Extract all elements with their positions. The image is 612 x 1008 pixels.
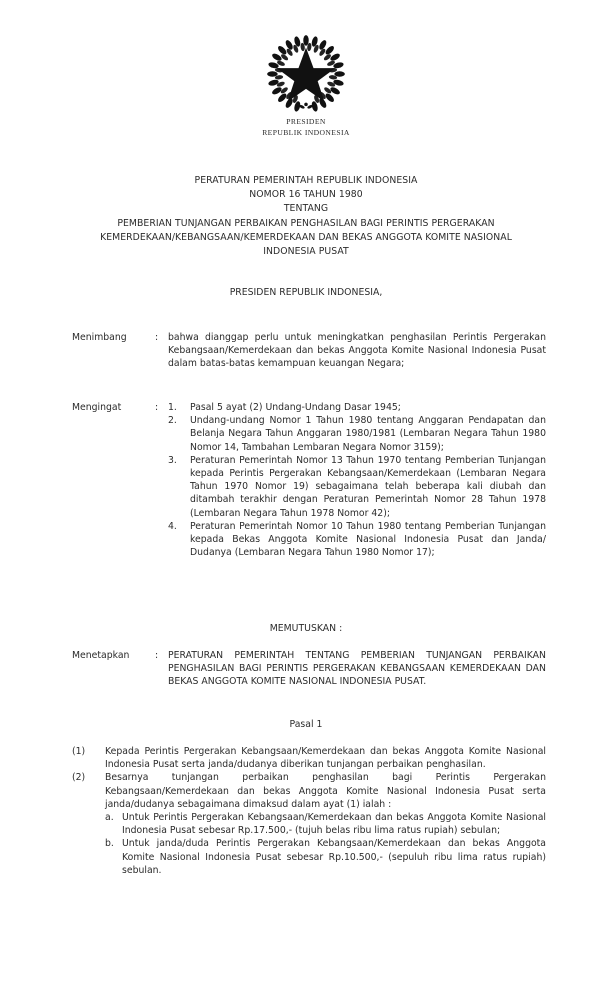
list-item <box>168 520 546 560</box>
pasal-item-marker: (1) <box>72 746 86 757</box>
mengingat-label: Mengingat <box>72 402 122 413</box>
pasal-item-text: Besarnya tunjangan perbaikan penghasilan bagi Perintis Pergerakan Kebangsaan/Kemerdekaan dan bekas Anggota Komite Nasional Indonesia Pusat serta janda/dudanya sebagaimana dimaksud dalam ayat (1) ialah : <box>105 772 546 810</box>
list-item <box>72 771 546 877</box>
mengingat-item-text: Pasal 5 ayat (2) Undang-Undang Dasar 1945; <box>190 402 401 413</box>
mengingat-list-wrapper <box>168 401 546 559</box>
title-line-2: NOMOR 16 TAHUN 1980 <box>249 189 363 201</box>
menimbang-colon: : <box>155 332 159 343</box>
menimbang-clause <box>72 331 546 371</box>
title-line-6: INDONESIA PUSAT <box>263 246 349 258</box>
pasal-1-body <box>72 745 546 877</box>
emblem-caption <box>0 117 612 138</box>
menetapkan-colon: : <box>155 650 159 661</box>
pasal-item-content <box>105 771 546 877</box>
presidential-emblem-block <box>0 34 612 138</box>
pasal-item-marker: (2) <box>72 772 86 784</box>
list-item <box>168 454 546 520</box>
menetapkan-text: PERATURAN PEMERINTAH TENTANG PEMBERIAN TUNJANGAN PERBAIKAN PENGHASILAN BAGI PERINTIS PERGERAKAN KEBANGSAAN KEMERDEKAAN DAN BEKAS ANGGOTA KOMITE NASIONAL INDONESIA PUSAT. <box>168 650 546 688</box>
list-item <box>72 745 546 771</box>
mengingat-list <box>168 401 546 559</box>
menimbang-label: Menimbang <box>72 332 127 343</box>
pasal-subitem-text: Untuk Perintis Pergerakan Kebangsaan/Kemerdekaan dan bekas Anggota Komite Nasional Indonesia Pusat sebesar Rp.17.500,- (tujuh belas ribu lima ratus rupiah) sebulan; <box>122 812 546 837</box>
indonesian-presidential-seal-star-wreath-icon <box>266 34 346 114</box>
list-item <box>105 837 546 877</box>
mengingat-item-text: Peraturan Pemerintah Nomor 13 Tahun 1970 tentang Pemberian Tunjangan kepada Perintis Pergerakan Kebangsaan/Kemerdekaan (Lembaran Negara Tahun 1970 Nomor 19) sebagaimana telah beberapa kali diubah dan ditambah terakhir dengan Peraturan Pemerintah Nomor 28 Tahun 1978 (Lembaran Negara Tahun 1978 Nomor 42); <box>190 454 546 519</box>
memutuskan-heading: MEMUTUSKAN : <box>269 623 343 634</box>
presiden-republik-indonesia-line: PRESIDEN REPUBLIK INDONESIA, <box>229 287 383 298</box>
menimbang-text: bahwa dianggap perlu untuk meningkatkan penghasilan Perintis Pergerakan Kebangsaan/Kemerdekaan dan bekas Anggota Komite Nasional Indonesia Pusat dalam batas-batas kemampuan keuangan Negara; <box>168 332 546 370</box>
mengingat-colon: : <box>155 402 159 413</box>
pasal-subitem-marker: a. <box>105 812 114 824</box>
title-line-4: PEMBERIAN TUNJANGAN PERBAIKAN PENGHASILAN BAGI PERINTIS PERGERAKAN <box>117 217 495 229</box>
emblem-caption-line1: PRESIDEN <box>286 117 326 126</box>
mengingat-item-text: Peraturan Pemerintah Nomor 10 Tahun 1980 tentang Pemberian Tunjangan kepada Bekas Anggota Komite Nasional Indonesia Pusat dan Janda/ Dudanya (Lembaran Negara Tahun 1980 Nomor 17); <box>190 520 546 559</box>
mengingat-item-number: 2. <box>168 415 177 427</box>
list-item <box>105 811 546 837</box>
pasal-heading: Pasal 1 <box>289 719 323 730</box>
pasal-item-content <box>105 745 546 771</box>
menetapkan-clause <box>72 649 546 689</box>
title-line-3: TENTANG <box>283 203 329 215</box>
pasal-subitem-list <box>105 811 546 877</box>
pasal-subitem-marker: b. <box>105 838 114 850</box>
title-line-1: PERATURAN PEMERINTAH REPUBLIK INDONESIA <box>194 175 418 186</box>
document-title <box>66 174 546 259</box>
emblem-caption-line2: REPUBLIK INDONESIA <box>262 127 350 137</box>
title-line-5: KEMERDEKAAN/KEBANGSAAN/KEMERDEKAAN DAN BEKAS ANGGOTA KOMITE NASIONAL <box>100 231 512 243</box>
mengingat-item-number: 1. <box>168 402 177 413</box>
list-item <box>168 401 546 414</box>
mengingat-clause <box>72 401 546 559</box>
menetapkan-label: Menetapkan <box>72 650 130 661</box>
list-item <box>168 414 546 454</box>
mengingat-item-text: Undang-undang Nomor 1 Tahun 1980 tentang Anggaran Pendapatan dan Belanja Negara Tahun Anggaran 1980/1981 (Lembaran Negara Tahun 1980 Nomor 14, Tambahan Lembaran Negara Nomor 3159); <box>190 415 546 453</box>
mengingat-item-number: 4. <box>168 520 177 532</box>
pasal-item-text: Kepada Perintis Pergerakan Kebangsaan/Kemerdekaan dan bekas Anggota Komite Nasional Indonesia Pusat serta janda/dudanya diberikan tunjangan perbaikan penghasilan. <box>105 746 546 771</box>
pasal-subitem-text: Untuk janda/duda Perintis Pergerakan Kebangsaan/Kemerdekaan dan bekas Anggota Komite Nasional Indonesia Pusat sebesar Rp.10.500,- (sepuluh ribu lima ratus rupiah) sebulan. <box>122 838 546 876</box>
mengingat-item-number: 3. <box>168 454 177 466</box>
